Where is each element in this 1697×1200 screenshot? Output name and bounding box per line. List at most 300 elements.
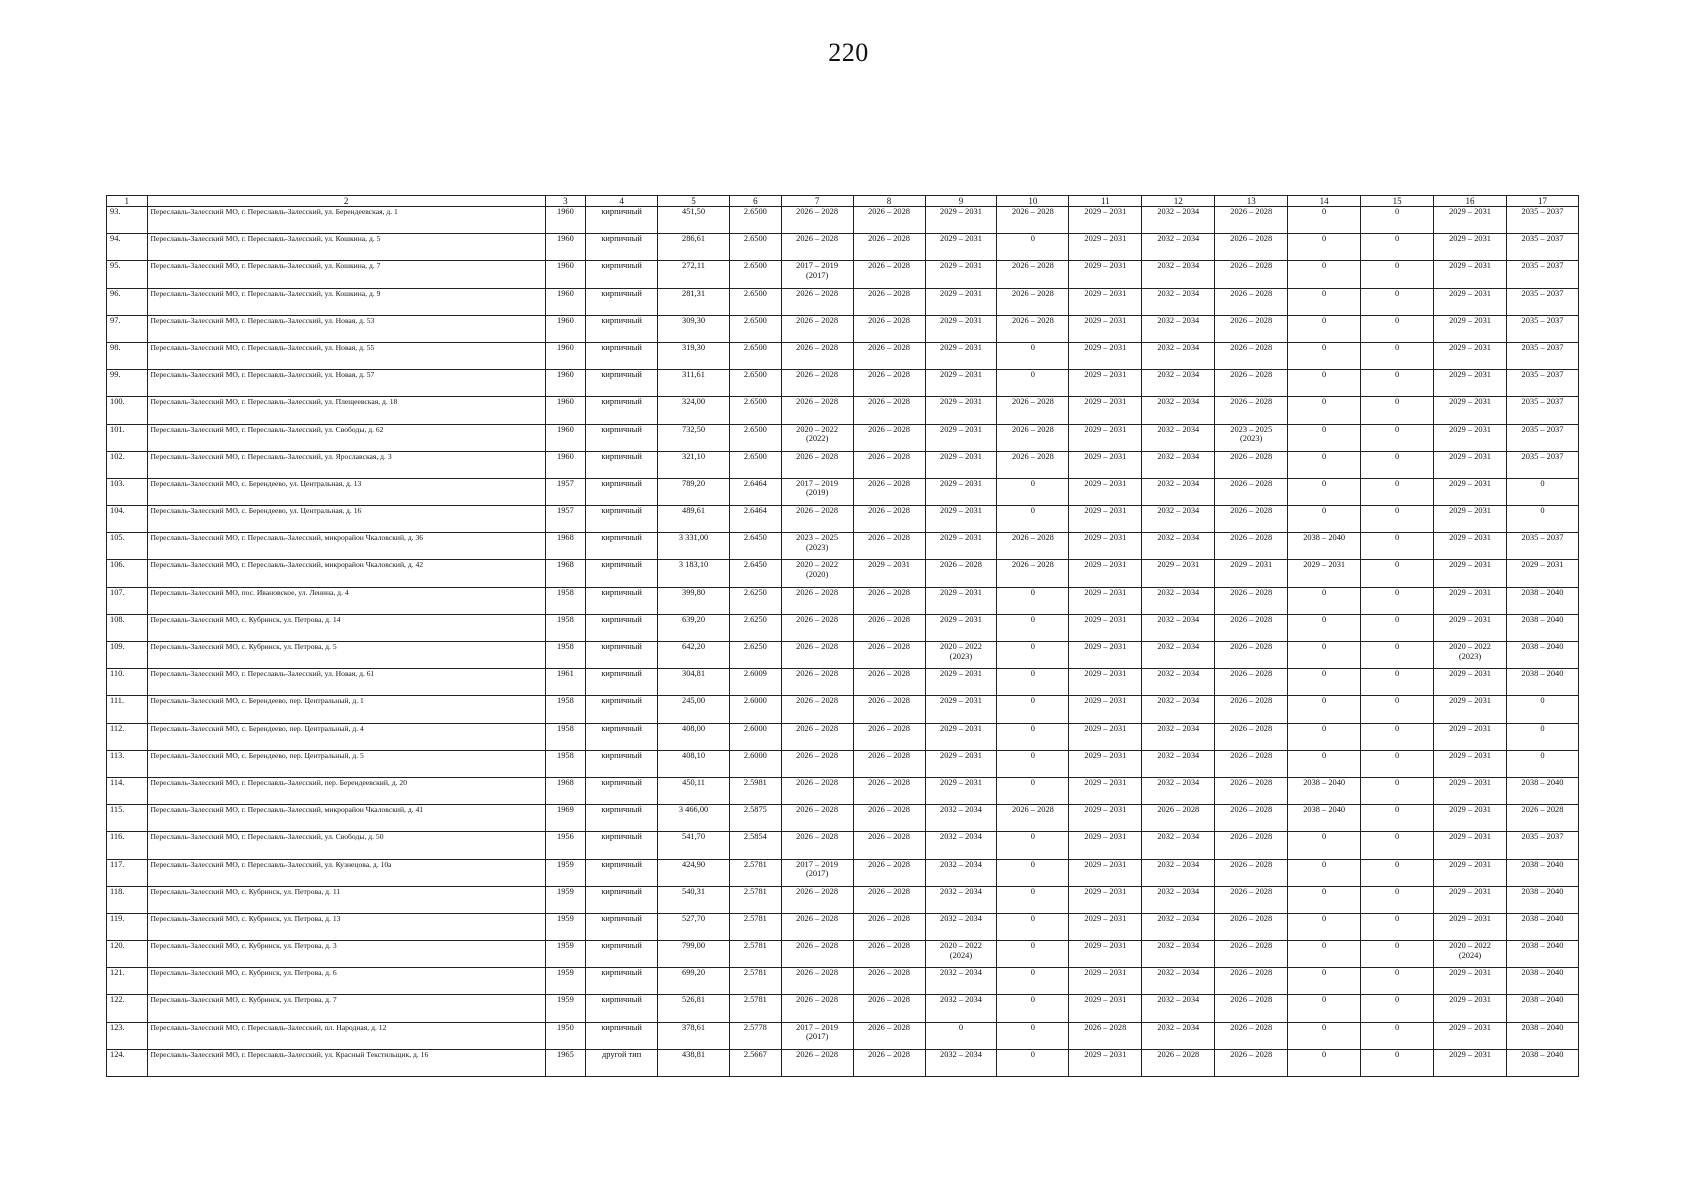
table-cell-col-2: Переславль-Залесский МО, с. Кубринск, ул. Петрова, д. 5	[147, 642, 545, 669]
table-cell-col-4: кирпичный	[586, 424, 658, 451]
table-cell-col-17: 2035 – 2037	[1506, 397, 1578, 424]
table-cell-col-17: 0	[1506, 506, 1578, 533]
table-cell-col-15: 0	[1361, 1022, 1434, 1049]
column-header-2: 2	[147, 196, 545, 207]
table-cell-col-4: кирпичный	[586, 886, 658, 913]
table-cell-col-3: 1960	[545, 370, 586, 397]
table-cell-col-8: 2026 – 2028	[853, 642, 925, 669]
table-cell-col-11: 2029 – 2031	[1069, 941, 1142, 968]
table-cell-col-16: 2029 – 2031	[1434, 995, 1507, 1022]
table-cell-col-15: 0	[1361, 968, 1434, 995]
table-cell-col-17: 2035 – 2037	[1506, 370, 1578, 397]
table-row	[107, 288, 1579, 315]
table-cell-col-3: 1959	[545, 913, 586, 940]
table-cell-col-2: Переславль-Залесский МО, с. Берендеево, ул. Центральная, д. 13	[147, 478, 545, 505]
table-cell-col-7: 2026 – 2028	[781, 288, 853, 315]
column-header-7: 7	[781, 196, 853, 207]
table-cell-col-2: Переславль-Залесский МО, с. Берендеево, ул. Центральная, д. 16	[147, 506, 545, 533]
table-cell-col-1: 113.	[107, 750, 148, 777]
table-cell-col-4: кирпичный	[586, 669, 658, 696]
table-cell-col-15: 0	[1361, 696, 1434, 723]
table-cell-col-12: 2032 – 2034	[1142, 696, 1215, 723]
table-cell-col-17: 2035 – 2037	[1506, 261, 1578, 288]
table-cell-col-1: 94.	[107, 234, 148, 261]
table-cell-col-6: 2.6250	[730, 587, 782, 614]
table-cell-col-7: 2026 – 2028	[781, 587, 853, 614]
table-cell-col-15: 0	[1361, 424, 1434, 451]
table-row	[107, 723, 1579, 750]
column-header-5: 5	[658, 196, 730, 207]
table-cell-col-8: 2026 – 2028	[853, 424, 925, 451]
table-row	[107, 424, 1579, 451]
table-cell-col-12: 2032 – 2034	[1142, 315, 1215, 342]
table-cell-col-9: 2032 – 2034	[925, 913, 997, 940]
table-cell-col-6: 2.6500	[730, 315, 782, 342]
table-cell-col-12: 2032 – 2034	[1142, 587, 1215, 614]
table-cell-col-6: 2.6009	[730, 669, 782, 696]
table-cell-col-17: 2038 – 2040	[1506, 1022, 1578, 1049]
table-cell-col-16: 2029 – 2031	[1434, 451, 1507, 478]
table-cell-col-13: 2026 – 2028	[1215, 669, 1288, 696]
table-cell-col-4: другой тип	[586, 1049, 658, 1076]
table-cell-col-12: 2032 – 2034	[1142, 424, 1215, 451]
table-cell-col-4: кирпичный	[586, 587, 658, 614]
table-cell-col-17: 0	[1506, 723, 1578, 750]
table-cell-col-12: 2032 – 2034	[1142, 777, 1215, 804]
table-cell-col-11: 2029 – 2031	[1069, 832, 1142, 859]
table-cell-col-15: 0	[1361, 207, 1434, 234]
table-cell-col-2: Переславль-Залесский МО, г. Переславль-Залесский, ул. Кошкина, д. 5	[147, 234, 545, 261]
table-cell-col-1: 117.	[107, 859, 148, 886]
table-cell-col-17: 2038 – 2040	[1506, 859, 1578, 886]
table-cell-col-4: кирпичный	[586, 750, 658, 777]
table-cell-col-4: кирпичный	[586, 451, 658, 478]
table-cell-col-17: 2035 – 2037	[1506, 234, 1578, 261]
cell-line: 2017 – 2019	[796, 1022, 839, 1032]
table-cell-col-8: 2026 – 2028	[853, 777, 925, 804]
table-cell-col-1: 106.	[107, 560, 148, 587]
cell-line: (2017)	[805, 869, 829, 878]
table-cell-col-5: 639,20	[658, 614, 730, 641]
table-cell-col-3: 1957	[545, 506, 586, 533]
table-cell-col-3: 1959	[545, 941, 586, 968]
table-cell-col-14: 0	[1288, 941, 1361, 968]
table-cell-col-10: 0	[997, 587, 1069, 614]
column-header-6: 6	[730, 196, 782, 207]
table-cell-col-1: 103.	[107, 478, 148, 505]
table-cell-col-1: 119.	[107, 913, 148, 940]
table-cell-col-9: 2029 – 2031	[925, 397, 997, 424]
table-cell-col-13: 2026 – 2028	[1215, 859, 1288, 886]
table-cell-col-17: 2038 – 2040	[1506, 1049, 1578, 1076]
table-cell-col-15: 0	[1361, 750, 1434, 777]
column-header-10: 10	[997, 196, 1069, 207]
table-cell-col-1: 100.	[107, 397, 148, 424]
table-cell-col-4: кирпичный	[586, 261, 658, 288]
table-cell-col-14: 0	[1288, 886, 1361, 913]
table-cell-col-2: Переславль-Залесский МО, с. Кубринск, ул. Петрова, д. 14	[147, 614, 545, 641]
table-cell-col-7: 2026 – 2028	[781, 451, 853, 478]
table-cell-col-12: 2032 – 2034	[1142, 533, 1215, 560]
table-cell-col-7: 2026 – 2028	[781, 315, 853, 342]
table-cell-col-16: 2029 – 2031	[1434, 288, 1507, 315]
table-row	[107, 669, 1579, 696]
table-cell-col-9	[925, 941, 997, 968]
table-cell-col-10: 2026 – 2028	[997, 560, 1069, 587]
table-cell-col-15: 0	[1361, 370, 1434, 397]
table-cell-col-3: 1960	[545, 234, 586, 261]
table-row	[107, 941, 1579, 968]
table-row	[107, 342, 1579, 369]
table-cell-col-5: 286,61	[658, 234, 730, 261]
table-cell-col-4: кирпичный	[586, 941, 658, 968]
table-cell-col-11: 2029 – 2031	[1069, 642, 1142, 669]
table-cell-col-13: 2026 – 2028	[1215, 234, 1288, 261]
table-cell-col-14: 0	[1288, 234, 1361, 261]
table-cell-col-16: 2029 – 2031	[1434, 777, 1507, 804]
table-cell-col-13: 2026 – 2028	[1215, 288, 1288, 315]
table-cell-col-8: 2026 – 2028	[853, 478, 925, 505]
table-cell-col-2: Переславль-Залесский МО, пос. Ивановское, ул. Ленина, д. 4	[147, 587, 545, 614]
table-cell-col-8: 2026 – 2028	[853, 995, 925, 1022]
table-cell-col-13: 2029 – 2031	[1215, 560, 1288, 587]
table-cell-col-14: 0	[1288, 968, 1361, 995]
table-cell-col-11: 2029 – 2031	[1069, 207, 1142, 234]
table-cell-col-3: 1957	[545, 478, 586, 505]
table-cell-col-7: 2026 – 2028	[781, 1049, 853, 1076]
table-cell-col-11: 2029 – 2031	[1069, 913, 1142, 940]
table-cell-col-12: 2032 – 2034	[1142, 1022, 1215, 1049]
table-cell-col-14: 0	[1288, 370, 1361, 397]
table-cell-col-1: 114.	[107, 777, 148, 804]
table-cell-col-17: 2038 – 2040	[1506, 886, 1578, 913]
table-cell-col-8: 2026 – 2028	[853, 506, 925, 533]
table-cell-col-12: 2032 – 2034	[1142, 288, 1215, 315]
table-cell-col-4: кирпичный	[586, 723, 658, 750]
table-cell-col-10: 2026 – 2028	[997, 207, 1069, 234]
table-cell-col-17: 2038 – 2040	[1506, 995, 1578, 1022]
table-cell-col-2: Переславль-Залесский МО, с. Берендеево, пер. Центральный, д. 5	[147, 750, 545, 777]
table-cell-col-9: 2032 – 2034	[925, 1049, 997, 1076]
table-cell-col-16: 2029 – 2031	[1434, 832, 1507, 859]
table-cell-col-10: 0	[997, 832, 1069, 859]
table-cell-col-2: Переславль-Залесский МО, г. Переславль-Залесский, ул. Новая, д. 57	[147, 370, 545, 397]
table-cell-col-15: 0	[1361, 669, 1434, 696]
table-cell-col-8: 2026 – 2028	[853, 696, 925, 723]
table-cell-col-5: 321,10	[658, 451, 730, 478]
table-cell-col-3: 1969	[545, 805, 586, 832]
table-cell-col-3: 1958	[545, 750, 586, 777]
table-cell-col-10: 2026 – 2028	[997, 397, 1069, 424]
table-cell-col-7: 2026 – 2028	[781, 669, 853, 696]
table-cell-col-1: 98.	[107, 342, 148, 369]
table-cell-col-17: 2038 – 2040	[1506, 913, 1578, 940]
table-cell-col-8: 2026 – 2028	[853, 886, 925, 913]
table-cell-col-4: кирпичный	[586, 968, 658, 995]
table-cell-col-16: 2029 – 2031	[1434, 859, 1507, 886]
table-cell-col-7	[781, 261, 853, 288]
cell-line: 2020 – 2022	[940, 642, 982, 651]
table-cell-col-5: 399,80	[658, 587, 730, 614]
table-cell-col-5: 527,70	[658, 913, 730, 940]
table-cell-col-10: 0	[997, 234, 1069, 261]
table-cell-col-3: 1959	[545, 886, 586, 913]
table-cell-col-9: 2032 – 2034	[925, 968, 997, 995]
table-cell-col-7: 2026 – 2028	[781, 397, 853, 424]
table-cell-col-7: 2026 – 2028	[781, 941, 853, 968]
table-cell-col-16: 2029 – 2031	[1434, 968, 1507, 995]
table-cell-col-5: 311,61	[658, 370, 730, 397]
table-cell-col-6: 2.6500	[730, 234, 782, 261]
column-header-16: 16	[1434, 196, 1507, 207]
table-cell-col-8: 2026 – 2028	[853, 968, 925, 995]
table-cell-col-8: 2026 – 2028	[853, 315, 925, 342]
table-cell-col-15: 0	[1361, 288, 1434, 315]
table-cell-col-9: 2029 – 2031	[925, 506, 997, 533]
table-cell-col-16: 2029 – 2031	[1434, 1022, 1507, 1049]
table-cell-col-14: 0	[1288, 913, 1361, 940]
table-cell-col-8: 2029 – 2031	[853, 560, 925, 587]
table-cell-col-4: кирпичный	[586, 696, 658, 723]
table-row	[107, 234, 1579, 261]
table-cell-col-2: Переславль-Залесский МО, г. Переславль-Залесский, ул. Новая, д. 53	[147, 315, 545, 342]
table-cell-col-6: 2.5667	[730, 1049, 782, 1076]
column-header-8: 8	[853, 196, 925, 207]
table-cell-col-9: 2029 – 2031	[925, 750, 997, 777]
column-number-header-row	[107, 196, 1579, 207]
table-cell-col-13: 2026 – 2028	[1215, 478, 1288, 505]
table-cell-col-8: 2026 – 2028	[853, 805, 925, 832]
table-cell-col-4: кирпичный	[586, 342, 658, 369]
table-cell-col-9: 2029 – 2031	[925, 234, 997, 261]
column-header-1: 1	[107, 196, 148, 207]
table-cell-col-14: 0	[1288, 587, 1361, 614]
table-cell-col-7: 2026 – 2028	[781, 832, 853, 859]
table-cell-col-14: 0	[1288, 207, 1361, 234]
table-cell-col-1: 115.	[107, 805, 148, 832]
table-row	[107, 397, 1579, 424]
table-row	[107, 886, 1579, 913]
cell-line: 2020 – 2022	[796, 560, 839, 570]
table-cell-col-4: кирпичный	[586, 859, 658, 886]
table-cell-col-15: 0	[1361, 451, 1434, 478]
table-cell-col-4: кирпичный	[586, 642, 658, 669]
cell-line: (2020)	[805, 569, 829, 579]
cell-line: 2020 – 2022	[1449, 941, 1491, 951]
table-cell-col-9: 2032 – 2034	[925, 886, 997, 913]
table-cell-col-14: 0	[1288, 859, 1361, 886]
table-cell-col-10: 0	[997, 506, 1069, 533]
table-cell-col-2: Переславль-Залесский МО, г. Переславль-Залесский, ул. Кошкина, д. 7	[147, 261, 545, 288]
table-cell-col-1: 109.	[107, 642, 148, 669]
table-cell-col-4: кирпичный	[586, 207, 658, 234]
table-cell-col-3: 1968	[545, 777, 586, 804]
table-cell-col-5: 304,81	[658, 669, 730, 696]
table-cell-col-7: 2026 – 2028	[781, 886, 853, 913]
table-cell-col-14: 0	[1288, 669, 1361, 696]
table-cell-col-4: кирпичный	[586, 1022, 658, 1049]
table-cell-col-3: 1968	[545, 560, 586, 587]
table-cell-col-15: 0	[1361, 342, 1434, 369]
table-cell-col-4: кирпичный	[586, 913, 658, 940]
table-cell-col-14: 0	[1288, 1049, 1361, 1076]
table-cell-col-14: 0	[1288, 642, 1361, 669]
table-cell-col-4: кирпичный	[586, 234, 658, 261]
table-cell-col-6: 2.6500	[730, 288, 782, 315]
cell-line: 2020 – 2022	[1449, 642, 1491, 651]
table-cell-col-11: 2029 – 2031	[1069, 614, 1142, 641]
table-cell-col-8: 2026 – 2028	[853, 397, 925, 424]
table-cell-col-16: 2029 – 2031	[1434, 669, 1507, 696]
table-body	[107, 207, 1579, 1077]
table-cell-col-6: 2.6250	[730, 642, 782, 669]
table-cell-col-13: 2026 – 2028	[1215, 614, 1288, 641]
table-cell-col-9: 2029 – 2031	[925, 342, 997, 369]
table-cell-col-16: 2029 – 2031	[1434, 886, 1507, 913]
table-cell-col-6: 2.5781	[730, 913, 782, 940]
table-cell-col-3: 1960	[545, 342, 586, 369]
table-cell-col-12: 2032 – 2034	[1142, 207, 1215, 234]
table-cell-col-17: 2035 – 2037	[1506, 451, 1578, 478]
cell-line: (2023)	[1458, 651, 1482, 661]
table-cell-col-1: 102.	[107, 451, 148, 478]
table-cell-col-13: 2026 – 2028	[1215, 886, 1288, 913]
table-cell-col-9: 2032 – 2034	[925, 995, 997, 1022]
table-cell-col-5: 642,20	[658, 642, 730, 669]
table-cell-col-3: 1960	[545, 261, 586, 288]
table-cell-col-14: 0	[1288, 424, 1361, 451]
table-cell-col-12: 2032 – 2034	[1142, 370, 1215, 397]
table-cell-col-11: 2029 – 2031	[1069, 750, 1142, 777]
table-cell-col-7	[781, 560, 853, 587]
table-row	[107, 859, 1579, 886]
table-cell-col-13: 2026 – 2028	[1215, 397, 1288, 424]
table-cell-col-6: 2.5781	[730, 886, 782, 913]
table-cell-col-7: 2026 – 2028	[781, 723, 853, 750]
table-cell-col-15: 0	[1361, 261, 1434, 288]
table-cell-col-17: 2038 – 2040	[1506, 941, 1578, 968]
table-cell-col-16: 2029 – 2031	[1434, 397, 1507, 424]
table-cell-col-17: 2038 – 2040	[1506, 642, 1578, 669]
table-cell-col-11: 2029 – 2031	[1069, 288, 1142, 315]
table-cell-col-9: 2029 – 2031	[925, 723, 997, 750]
table-cell-col-5: 789,20	[658, 478, 730, 505]
table-cell-col-13: 2026 – 2028	[1215, 1049, 1288, 1076]
table-row	[107, 370, 1579, 397]
table-cell-col-8: 2026 – 2028	[853, 1049, 925, 1076]
table-cell-col-3: 1959	[545, 859, 586, 886]
table-cell-col-10: 0	[997, 1049, 1069, 1076]
table-cell-col-5: 408,10	[658, 750, 730, 777]
table-cell-col-12: 2032 – 2034	[1142, 723, 1215, 750]
table-cell-col-6: 2.5781	[730, 859, 782, 886]
table-cell-col-10: 0	[997, 968, 1069, 995]
table-cell-col-5: 526,81	[658, 995, 730, 1022]
table-cell-col-13: 2026 – 2028	[1215, 968, 1288, 995]
table-cell-col-11: 2029 – 2031	[1069, 370, 1142, 397]
table-cell-col-12: 2032 – 2034	[1142, 506, 1215, 533]
table-cell-col-4: кирпичный	[586, 805, 658, 832]
table-cell-col-2: Переславль-Залесский МО, г. Переславль-Залесский, ул. Свободы, д. 50	[147, 832, 545, 859]
table-cell-col-2: Переславль-Залесский МО, г. Переславль-Залесский, пер. Берендеевский, д. 20	[147, 777, 545, 804]
table-row	[107, 207, 1579, 234]
table-cell-col-9: 2029 – 2031	[925, 533, 997, 560]
table-cell-col-13: 2026 – 2028	[1215, 370, 1288, 397]
table-cell-col-17: 2038 – 2040	[1506, 968, 1578, 995]
table-cell-col-10: 0	[997, 614, 1069, 641]
table-cell-col-4: кирпичный	[586, 777, 658, 804]
table-cell-col-8: 2026 – 2028	[853, 234, 925, 261]
table-cell-col-5: 451,50	[658, 207, 730, 234]
table-cell-col-3: 1958	[545, 696, 586, 723]
table-cell-col-14: 0	[1288, 342, 1361, 369]
table-cell-col-14: 0	[1288, 261, 1361, 288]
table-cell-col-14: 0	[1288, 1022, 1361, 1049]
table-cell-col-8: 2026 – 2028	[853, 669, 925, 696]
table-cell-col-16: 2029 – 2031	[1434, 805, 1507, 832]
table-cell-col-10: 0	[997, 750, 1069, 777]
table-cell-col-6: 2.6000	[730, 696, 782, 723]
table-cell-col-12: 2032 – 2034	[1142, 832, 1215, 859]
table-cell-col-1: 111.	[107, 696, 148, 723]
table-cell-col-8: 2026 – 2028	[853, 533, 925, 560]
table-cell-col-16: 2029 – 2031	[1434, 234, 1507, 261]
table-cell-col-15: 0	[1361, 723, 1434, 750]
table-cell-col-4: кирпичный	[586, 288, 658, 315]
table-cell-col-1: 101.	[107, 424, 148, 451]
table-cell-col-5: 540,31	[658, 886, 730, 913]
table-cell-col-3: 1960	[545, 397, 586, 424]
table-cell-col-14: 0	[1288, 614, 1361, 641]
table-cell-col-11: 2029 – 2031	[1069, 587, 1142, 614]
table-cell-col-17: 0	[1506, 750, 1578, 777]
cell-line: (2023)	[805, 542, 829, 552]
table-cell-col-2: Переславль-Залесский МО, г. Переславль-Залесский, ул. Новая, д. 61	[147, 669, 545, 696]
table-cell-col-12: 2032 – 2034	[1142, 342, 1215, 369]
table-cell-col-5: 699,20	[658, 968, 730, 995]
table-cell-col-13: 2026 – 2028	[1215, 342, 1288, 369]
table-cell-col-8: 2026 – 2028	[853, 941, 925, 968]
table-cell-col-8: 2026 – 2028	[853, 288, 925, 315]
table-cell-col-6: 2.5875	[730, 805, 782, 832]
table-cell-col-9: 2032 – 2034	[925, 832, 997, 859]
table-cell-col-13: 2026 – 2028	[1215, 696, 1288, 723]
table-cell-col-6: 2.5781	[730, 995, 782, 1022]
table-cell-col-9: 2029 – 2031	[925, 288, 997, 315]
table-cell-col-7: 2026 – 2028	[781, 614, 853, 641]
table-cell-col-6: 2.6500	[730, 424, 782, 451]
table-cell-col-13: 2026 – 2028	[1215, 995, 1288, 1022]
table-cell-col-15: 0	[1361, 777, 1434, 804]
table-cell-col-16: 2029 – 2031	[1434, 342, 1507, 369]
table-cell-col-8: 2026 – 2028	[853, 913, 925, 940]
table-cell-col-15: 0	[1361, 995, 1434, 1022]
table-cell-col-2: Переславль-Залесский МО, г. Переславль-Залесский, ул. Кузнецова, д. 10а	[147, 859, 545, 886]
table-cell-col-9: 2029 – 2031	[925, 669, 997, 696]
table-cell-col-10: 2026 – 2028	[997, 424, 1069, 451]
table-cell-col-4: кирпичный	[586, 506, 658, 533]
table-cell-col-3: 1950	[545, 1022, 586, 1049]
table-row	[107, 696, 1579, 723]
table-cell-col-15: 0	[1361, 832, 1434, 859]
table-cell-col-9	[925, 642, 997, 669]
table-cell-col-17: 2029 – 2031	[1506, 560, 1578, 587]
table-cell-col-10: 0	[997, 777, 1069, 804]
table-cell-col-15: 0	[1361, 587, 1434, 614]
table-cell-col-10: 0	[997, 370, 1069, 397]
table-cell-col-13: 2026 – 2028	[1215, 777, 1288, 804]
table-row	[107, 560, 1579, 587]
